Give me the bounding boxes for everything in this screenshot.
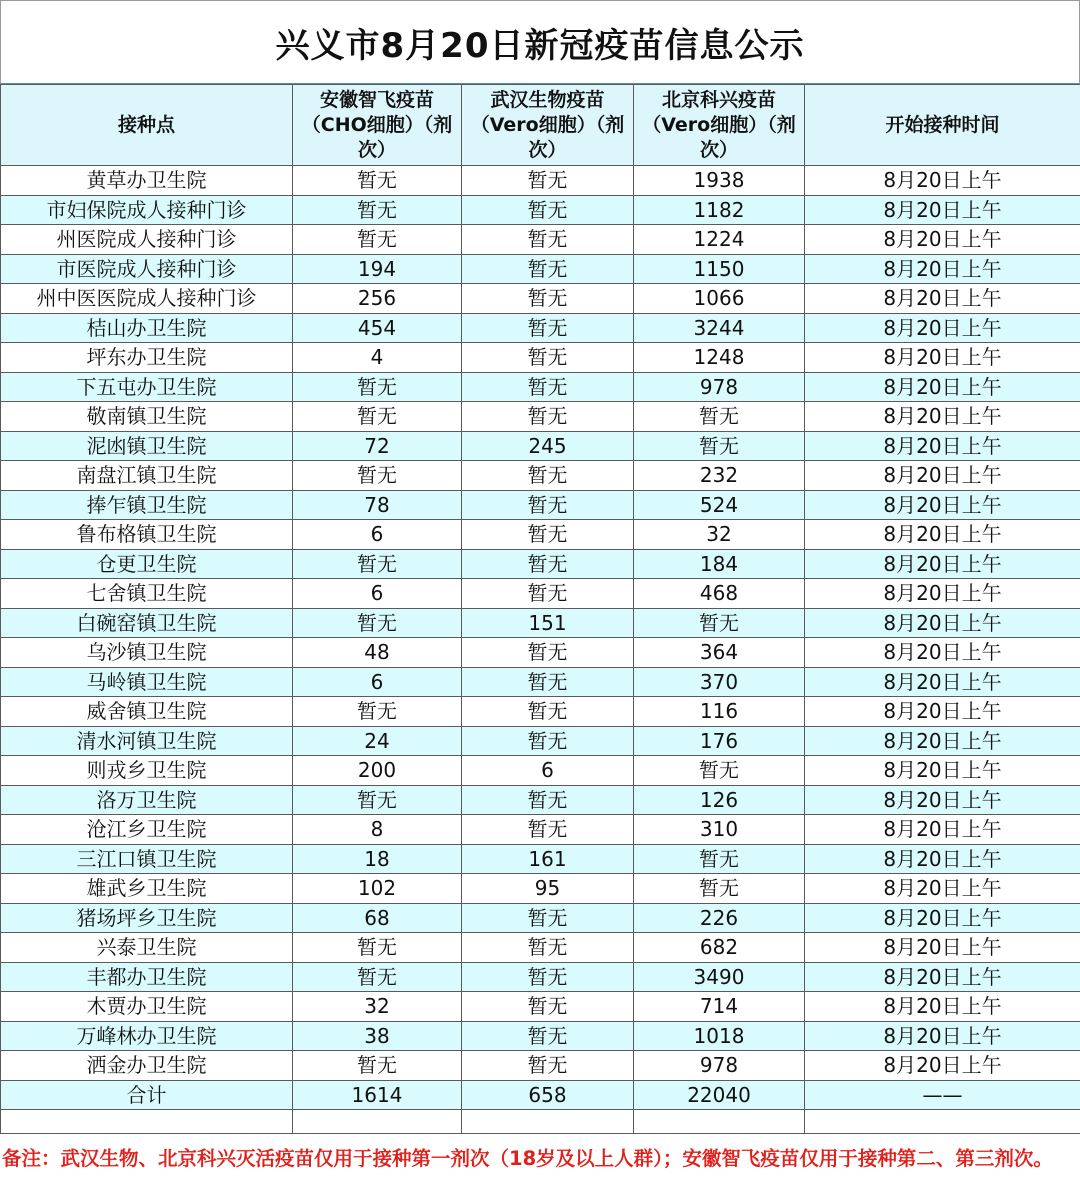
cell-anhui: 454 [293,313,462,343]
cell-anhui: 78 [293,490,462,520]
table-row [1,815,1080,845]
cell-beijing: 暂无 [634,431,805,461]
table-row [1,1051,1080,1081]
blank-cell [805,1110,1080,1134]
header-anhui [293,85,462,166]
cell-anhui: 6 [293,667,462,697]
blank-cell [634,1110,805,1134]
cell-time: 8月20日上午 [805,844,1080,874]
cell-beijing: 978 [634,372,805,402]
table-row [1,166,1080,196]
cell-time: 8月20日上午 [805,992,1080,1022]
cell-wuhan: 151 [462,608,634,638]
cell-wuhan: 暂无 [462,1051,634,1081]
title-bar [0,0,1080,85]
cell-time: 8月20日上午 [805,372,1080,402]
cell-site: 黄草办卫生院 [1,166,293,196]
cell-beijing: 1224 [634,225,805,255]
table-row [1,903,1080,933]
table-row [1,254,1080,284]
cell-time: 8月20日上午 [805,638,1080,668]
header-wuhan-line2: （Vero细胞）（剂 [470,113,625,136]
cell-beijing: 116 [634,697,805,727]
cell-beijing: 232 [634,461,805,491]
cell-time: 8月20日上午 [805,490,1080,520]
cell-anhui: 68 [293,903,462,933]
cell-wuhan: 暂无 [462,254,634,284]
cell-time: 8月20日上午 [805,254,1080,284]
cell-beijing: 370 [634,667,805,697]
cell-anhui: 8 [293,815,462,845]
cell-anhui: 暂无 [293,549,462,579]
cell-wuhan: 暂无 [462,785,634,815]
blank-cell [1,1110,293,1134]
cell-site: 沧江乡卫生院 [1,815,293,845]
cell-time: 8月20日上午 [805,1021,1080,1051]
cell-beijing: 1248 [634,343,805,373]
blank-cell [293,1110,462,1134]
cell-beijing: 3244 [634,313,805,343]
cell-time: 8月20日上午 [805,431,1080,461]
cell-wuhan: 暂无 [462,962,634,992]
cell-anhui: 暂无 [293,785,462,815]
page-title: 兴义市8月20日新冠疫苗信息公示 [275,25,805,66]
cell-beijing: 524 [634,490,805,520]
table-row [1,1021,1080,1051]
table-row [1,962,1080,992]
cell-time: 8月20日上午 [805,726,1080,756]
cell-wuhan: 暂无 [462,903,634,933]
header-anhui-line1: 安徽智飞疫苗 [319,88,434,111]
cell-site: 州医院成人接种门诊 [1,225,293,255]
cell-time: 8月20日上午 [805,343,1080,373]
cell-wuhan: 暂无 [462,225,634,255]
cell-anhui: 72 [293,431,462,461]
header-beijing [634,85,805,166]
cell-time: 8月20日上午 [805,195,1080,225]
cell-anhui: 24 [293,726,462,756]
table-row [1,667,1080,697]
cell-wuhan: 暂无 [462,992,634,1022]
cell-wuhan: 暂无 [462,372,634,402]
table-row [1,225,1080,255]
cell-beijing: 32 [634,520,805,550]
cell-beijing: 1182 [634,195,805,225]
cell-wuhan: 暂无 [462,815,634,845]
cell-time: 8月20日上午 [805,667,1080,697]
cell-anhui: 6 [293,520,462,550]
cell-wuhan: 暂无 [462,284,634,314]
table-row [1,579,1080,609]
cell-anhui: 暂无 [293,933,462,963]
cell-wuhan: 暂无 [462,402,634,432]
cell-wuhan: 95 [462,874,634,904]
cell-site: 仓更卫生院 [1,549,293,579]
total-wuhan: 658 [462,1080,634,1110]
table-row [1,461,1080,491]
footnote: 备注：武汉生物、北京科兴灭活疫苗仅用于接种第一剂次（18岁及以上人群）；安徽智飞疫苗仅用于接种第二、第三剂次。 [2,1147,1053,1170]
cell-time: 8月20日上午 [805,697,1080,727]
cell-time: 8月20日上午 [805,402,1080,432]
cell-site: 则戎乡卫生院 [1,756,293,786]
table-body [1,166,1080,1134]
table-row [1,844,1080,874]
cell-beijing: 暂无 [634,402,805,432]
cell-beijing: 310 [634,815,805,845]
cell-anhui: 200 [293,756,462,786]
cell-wuhan: 暂无 [462,313,634,343]
cell-time: 8月20日上午 [805,520,1080,550]
cell-wuhan: 暂无 [462,726,634,756]
cell-time: 8月20日上午 [805,284,1080,314]
cell-beijing: 126 [634,785,805,815]
cell-anhui: 256 [293,284,462,314]
cell-anhui: 102 [293,874,462,904]
cell-anhui: 38 [293,1021,462,1051]
cell-anhui: 18 [293,844,462,874]
cell-beijing: 176 [634,726,805,756]
cell-beijing: 1018 [634,1021,805,1051]
cell-time: 8月20日上午 [805,225,1080,255]
cell-site: 市医院成人接种门诊 [1,254,293,284]
cell-site: 万峰林办卫生院 [1,1021,293,1051]
cell-site: 猪场坪乡卫生院 [1,903,293,933]
cell-beijing: 714 [634,992,805,1022]
total-label: 合计 [1,1080,293,1110]
cell-site: 坪东办卫生院 [1,343,293,373]
total-anhui: 1614 [293,1080,462,1110]
cell-site: 清水河镇卫生院 [1,726,293,756]
cell-time: 8月20日上午 [805,1051,1080,1081]
cell-beijing: 364 [634,638,805,668]
cell-site: 洛万卫生院 [1,785,293,815]
cell-time: 8月20日上午 [805,785,1080,815]
table-header [1,85,1080,166]
cell-anhui: 暂无 [293,461,462,491]
cell-wuhan: 暂无 [462,638,634,668]
cell-anhui: 暂无 [293,402,462,432]
cell-time: 8月20日上午 [805,903,1080,933]
total-row [1,1080,1080,1110]
cell-site: 南盘江镇卫生院 [1,461,293,491]
header-wuhan-line3: 次） [528,138,567,161]
table-row [1,726,1080,756]
table-row [1,785,1080,815]
header-beijing-line1: 北京科兴疫苗 [661,88,776,111]
cell-beijing: 1066 [634,284,805,314]
table-row [1,431,1080,461]
table-row [1,608,1080,638]
cell-time: 8月20日上午 [805,166,1080,196]
cell-wuhan: 6 [462,756,634,786]
header-row [1,85,1080,166]
cell-wuhan: 暂无 [462,195,634,225]
cell-anhui: 暂无 [293,697,462,727]
table-row [1,638,1080,668]
cell-anhui: 暂无 [293,962,462,992]
cell-wuhan: 暂无 [462,549,634,579]
cell-anhui: 6 [293,579,462,609]
cell-beijing: 468 [634,579,805,609]
cell-anhui: 48 [293,638,462,668]
cell-site: 马岭镇卫生院 [1,667,293,697]
cell-wuhan: 暂无 [462,520,634,550]
header-time: 开始接种时间 [805,85,1080,166]
header-beijing-line3: 次） [699,138,738,161]
cell-time: 8月20日上午 [805,874,1080,904]
cell-site: 兴泰卫生院 [1,933,293,963]
header-anhui-line3: 次） [357,138,396,161]
cell-site: 威舍镇卫生院 [1,697,293,727]
cell-time: 8月20日上午 [805,756,1080,786]
vaccine-table [0,84,1080,1134]
cell-wuhan: 暂无 [462,490,634,520]
cell-time: 8月20日上午 [805,608,1080,638]
total-time: —— [805,1080,1080,1110]
cell-site: 雄武乡卫生院 [1,874,293,904]
cell-beijing: 暂无 [634,608,805,638]
table-row [1,195,1080,225]
cell-beijing: 226 [634,903,805,933]
cell-wuhan: 暂无 [462,166,634,196]
cell-anhui: 暂无 [293,195,462,225]
cell-time: 8月20日上午 [805,815,1080,845]
cell-anhui: 32 [293,992,462,1022]
cell-site: 木贾办卫生院 [1,992,293,1022]
cell-wuhan: 暂无 [462,343,634,373]
cell-wuhan: 245 [462,431,634,461]
table-row [1,756,1080,786]
blank-cell [462,1110,634,1134]
cell-beijing: 暂无 [634,874,805,904]
cell-time: 8月20日上午 [805,933,1080,963]
cell-site: 州中医医院成人接种门诊 [1,284,293,314]
cell-beijing: 978 [634,1051,805,1081]
cell-time: 8月20日上午 [805,549,1080,579]
cell-site: 泥凼镇卫生院 [1,431,293,461]
table-row [1,490,1080,520]
header-site: 接种点 [1,85,293,166]
table-row [1,313,1080,343]
cell-anhui: 暂无 [293,372,462,402]
cell-time: 8月20日上午 [805,962,1080,992]
cell-site: 鲁布格镇卫生院 [1,520,293,550]
cell-beijing: 184 [634,549,805,579]
cell-site: 下五屯办卫生院 [1,372,293,402]
cell-anhui: 暂无 [293,1051,462,1081]
table-row [1,549,1080,579]
cell-site: 桔山办卫生院 [1,313,293,343]
cell-site: 丰都办卫生院 [1,962,293,992]
table-row [1,372,1080,402]
cell-beijing: 暂无 [634,756,805,786]
cell-time: 8月20日上午 [805,461,1080,491]
cell-anhui: 暂无 [293,608,462,638]
cell-site: 洒金办卫生院 [1,1051,293,1081]
cell-beijing: 暂无 [634,844,805,874]
cell-site: 乌沙镇卫生院 [1,638,293,668]
header-anhui-line2: （CHO细胞）（剂 [301,113,453,136]
table-row [1,520,1080,550]
cell-site: 七舍镇卫生院 [1,579,293,609]
header-wuhan-line1: 武汉生物疫苗 [490,88,605,111]
cell-beijing: 1938 [634,166,805,196]
table-row [1,697,1080,727]
cell-site: 捧乍镇卫生院 [1,490,293,520]
cell-time: 8月20日上午 [805,313,1080,343]
blank-row [1,1110,1080,1134]
cell-site: 三江口镇卫生院 [1,844,293,874]
cell-wuhan: 暂无 [462,461,634,491]
cell-site: 市妇保院成人接种门诊 [1,195,293,225]
table-row [1,343,1080,373]
table-row [1,284,1080,314]
cell-anhui: 4 [293,343,462,373]
cell-wuhan: 暂无 [462,933,634,963]
cell-wuhan: 161 [462,844,634,874]
table-row [1,992,1080,1022]
total-beijing: 22040 [634,1080,805,1110]
cell-beijing: 3490 [634,962,805,992]
cell-anhui: 暂无 [293,166,462,196]
cell-wuhan: 暂无 [462,667,634,697]
cell-wuhan: 暂无 [462,1021,634,1051]
cell-beijing: 682 [634,933,805,963]
table-row [1,402,1080,432]
table-row [1,933,1080,963]
cell-anhui: 暂无 [293,225,462,255]
header-beijing-line2: （Vero细胞）（剂 [642,113,796,136]
header-wuhan [462,85,634,166]
cell-time: 8月20日上午 [805,579,1080,609]
cell-site: 白碗窑镇卫生院 [1,608,293,638]
cell-site: 敬南镇卫生院 [1,402,293,432]
cell-anhui: 194 [293,254,462,284]
table-row [1,874,1080,904]
cell-wuhan: 暂无 [462,697,634,727]
cell-beijing: 1150 [634,254,805,284]
cell-wuhan: 暂无 [462,579,634,609]
